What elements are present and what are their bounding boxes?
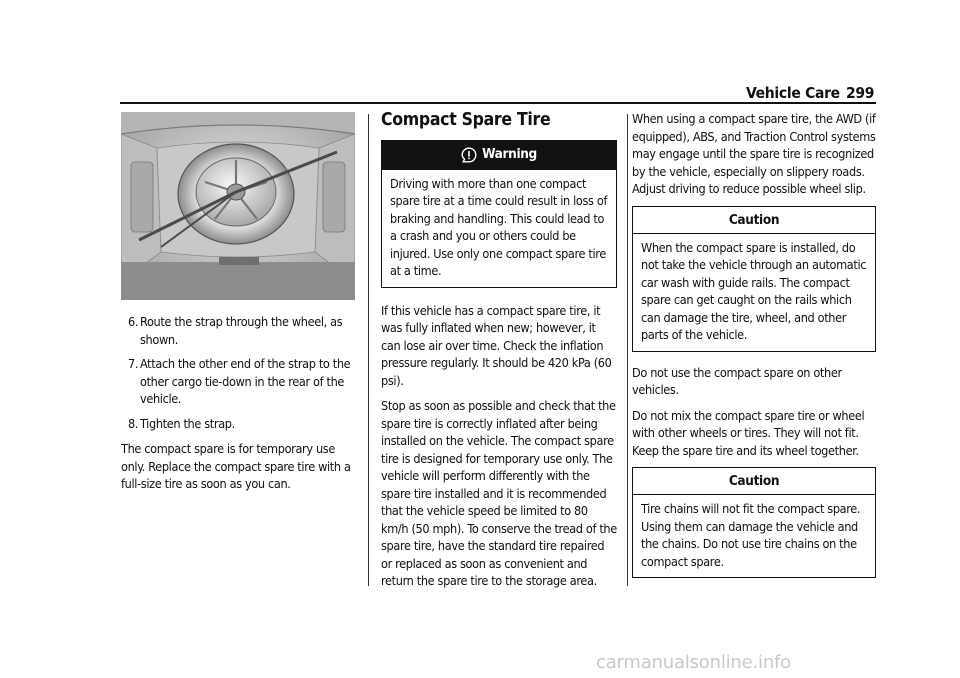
step-text: Route the strap through the wheel, as shown. <box>140 314 343 347</box>
column-1 <box>121 313 361 501</box>
column-2 <box>381 110 617 598</box>
caution-text: Tire chains will not fit the compact spare. Using them can damage the vehicle and the chains. Do not use tire chains on the compact spare. <box>641 501 861 569</box>
step-number: 8. <box>128 415 139 431</box>
warning-box <box>381 140 617 288</box>
warning-label: Warning <box>482 146 537 163</box>
column-3 <box>632 110 876 590</box>
warning-icon <box>461 147 477 163</box>
caution-text: When the compact spare is installed, do not take the vehicle through an automatic car wash with guide rails. The compact spare can get caught on the rails which can damage the tire, wheel, and other parts of the vehicle. <box>641 239 867 342</box>
column-divider-1 <box>368 114 369 586</box>
caution-box-car-wash <box>632 206 876 352</box>
temporary-use-paragraph: The compact spare is for temporary use only. Replace the compact spare tire with a full-size tire as soon as you can. <box>121 441 351 491</box>
speed-limit-paragraph: Stop as soon as possible and check that the spare tire is correctly inflated after being installed on the vehicle. The compact spare tire is designed for temporary use only. The vehicle will perform differently with the spare tire installed and it is recommended that the vehicle speed be limited to 80 km/h (50 mph). To conserve the tread of the spare tire, have the standard tire repaired or replaced as soon as convenient and return the spare tire to the storage area. <box>381 398 617 588</box>
other-vehicles-paragraph: Do not use the compact spare on other vehicles. <box>632 364 842 397</box>
header-page-number: 299 <box>846 84 875 102</box>
step-text: Tighten the strap. <box>140 415 235 431</box>
spare-tire-illustration <box>121 112 355 300</box>
section-title: Compact Spare Tire <box>381 110 551 130</box>
warning-text: Driving with more than one compact spare tire at a time could result in loss of braking and handling. This could lead to a crash and you or others could be injured. Use only one compact spare tire at a time. <box>390 175 608 278</box>
column-divider-2 <box>627 114 628 586</box>
step-text: Attach the other end of the strap to the other cargo tie-down in the rear of the vehicle. <box>140 356 351 406</box>
warning-header <box>382 141 616 170</box>
spare-tire-photo <box>121 112 355 300</box>
list-item <box>121 313 361 348</box>
caution-label: Caution <box>633 468 875 495</box>
step-number: 7. <box>128 356 139 371</box>
list-item <box>121 415 361 433</box>
caution-box-tire-chains <box>632 467 876 578</box>
inflation-paragraph: If this vehicle has a compact spare tire, it was fully inflated when new; however, it can lose air over time. Check the inflation pressure regularly. It should be 420 kPa (60 psi). <box>381 302 612 388</box>
awd-paragraph: When using a compact spare tire, the AWD (if equipped), ABS, and Traction Control systems may engage until the spare tire is recognized by the vehicle, especially on slippery roads. Adjust driving to reduce possible wheel slip. <box>632 111 876 196</box>
watermark: carmanualsonline.info <box>596 652 791 673</box>
step-list <box>121 313 361 432</box>
caution-label: Caution <box>633 207 875 234</box>
list-item <box>121 355 361 408</box>
step-number: 6. <box>128 314 139 329</box>
header-rule <box>120 102 876 104</box>
mix-tires-paragraph: Do not mix the compact spare tire or wheel with other wheels or tires. They will not fit. Keep the spare tire and its wheel together. <box>632 407 865 458</box>
header-section-title: Vehicle Care <box>746 84 840 102</box>
